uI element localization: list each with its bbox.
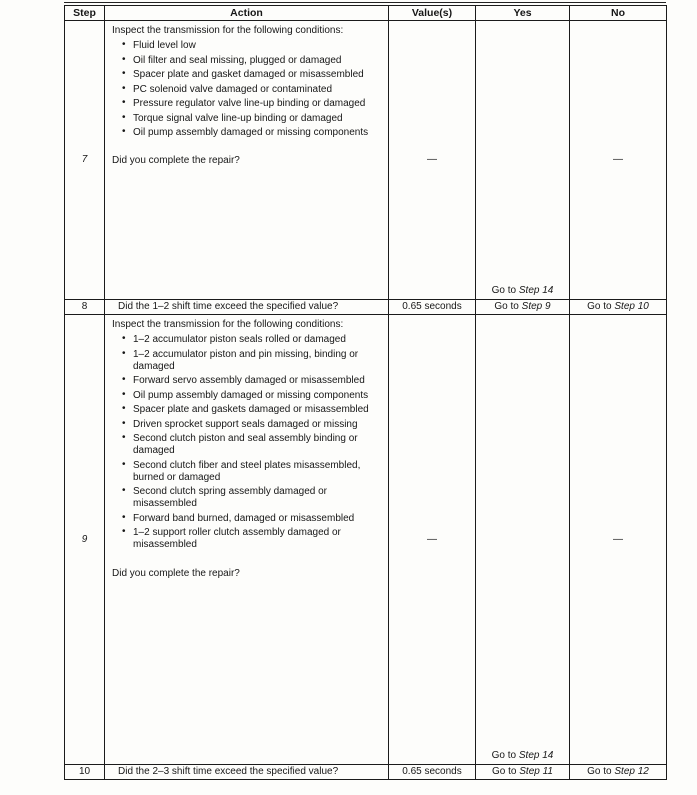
table-row-step-8 [65,300,667,315]
action-question: Did you complete the repair? [112,568,240,579]
goto-step-target: Step 9 [521,301,551,312]
condition-item: • 1–2 support roller clutch assembly damaged or misassembled [122,527,374,551]
condition-list [112,40,382,139]
goto-step-target: Step 12 [614,766,649,777]
step-8-action-cell: Did the 1–2 shift time exceed the specified value? [105,300,389,315]
goto-prefix: Go to [492,766,517,777]
table-header-row [65,6,667,21]
col-header-action: Action [105,6,389,21]
step-9-action-cell [105,315,389,765]
condition-item: • Torque signal valve line-up binding or damaged [122,113,374,125]
condition-item: • 1–2 accumulator piston and pin missing, binding or damaged [122,349,374,373]
step-7-number: 7 [65,21,105,300]
goto-reference [476,750,569,762]
step-7-action-cell [105,21,389,300]
condition-item: • Oil pump assembly damaged or missing components [122,390,374,402]
table-row-step-9 [65,315,667,765]
step-8-value-cell: 0.65 seconds [389,300,476,315]
condition-item: • Forward band burned, damaged or misassembled [122,513,374,525]
step-7-no-cell: — [570,21,667,300]
step-10-no-cell [570,765,667,780]
condition-item: • Oil filter and seal missing, plugged or damaged [122,55,374,67]
goto-step-target: Step 14 [518,750,554,761]
step-10-number: 10 [65,765,105,780]
condition-item: • Spacer plate and gasket damaged or misassembled [122,69,374,81]
condition-item: • Oil pump assembly damaged or missing components [122,127,374,139]
table-row-step-7 [65,21,667,300]
goto-prefix: Go to [494,301,519,312]
condition-item: • 1–2 accumulator piston seals rolled or damaged [122,334,374,346]
goto-prefix: Go to [587,301,612,312]
col-header-step: Step [65,6,105,21]
condition-item: • Second clutch piston and seal assembly binding or damaged [122,433,374,457]
step-10-value-cell: 0.65 seconds [389,765,476,780]
condition-item: • Second clutch spring assembly damaged or misassembled [122,486,374,510]
top-rule [64,2,666,3]
goto-step-target: Step 10 [614,301,649,312]
action-intro: Inspect the transmission for the following conditions: [112,319,344,330]
col-header-no: No [570,6,667,21]
table-row-step-10 [65,765,667,780]
step-7-value-cell: — [389,21,476,300]
step-7-yes-cell [476,21,570,300]
condition-item: • PC solenoid valve damaged or contaminated [122,84,374,96]
condition-item: • Pressure regulator valve line-up binding or damaged [122,98,374,110]
condition-item: • Fluid level low [122,40,374,52]
step-9-no-cell: — [570,315,667,765]
goto-step-target: Step 11 [519,766,553,777]
goto-reference [476,285,569,297]
goto-prefix: Go to [491,285,517,296]
step-8-yes-cell [476,300,570,315]
condition-item: • Forward servo assembly damaged or misassembled [122,375,374,387]
step-9-number: 9 [65,315,105,765]
goto-prefix: Go to [587,766,612,777]
step-9-yes-cell [476,315,570,765]
condition-item: • Second clutch fiber and steel plates misassembled, burned or damaged [122,460,374,484]
action-intro: Inspect the transmission for the following conditions: [112,25,344,36]
condition-item: • Spacer plate and gaskets damaged or misassembled [122,404,374,416]
col-header-values: Value(s) [389,6,476,21]
step-10-action-cell: Did the 2–3 shift time exceed the specified value? [105,765,389,780]
condition-item: • Driven sprocket support seals damaged or missing [122,419,374,431]
step-10-yes-cell [476,765,570,780]
step-9-value-cell: — [389,315,476,765]
step-8-number: 8 [65,300,105,315]
col-header-yes: Yes [476,6,570,21]
condition-list [112,334,382,551]
step-8-no-cell [570,300,667,315]
goto-step-target: Step 14 [518,285,554,296]
diagnostic-table [64,5,667,780]
action-question: Did you complete the repair? [112,155,240,166]
goto-prefix: Go to [491,750,517,761]
